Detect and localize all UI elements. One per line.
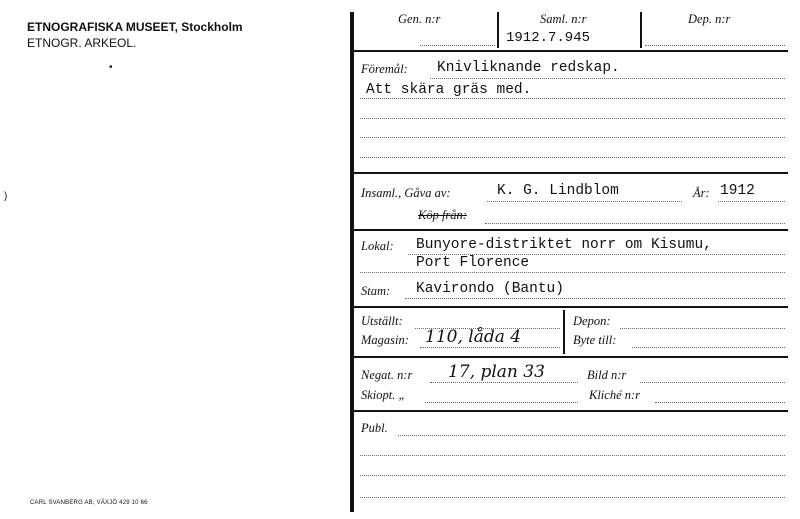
- dotted-line: [360, 118, 785, 119]
- insaml-value: K. G. Lindblom: [497, 183, 619, 199]
- utstallt-divider: [563, 310, 565, 354]
- dotted-line: [360, 475, 785, 476]
- dotted-line: [360, 497, 785, 498]
- magasin-label: Magasin:: [361, 333, 409, 347]
- stam-label: Stam:: [361, 284, 391, 298]
- negat-line: [430, 382, 578, 383]
- magasin-line: [420, 347, 560, 348]
- stam-line: [405, 298, 785, 299]
- negat-nr-label: Negat. n:r: [361, 368, 413, 382]
- kliche-nr-label: Kliché n:r: [589, 388, 641, 402]
- byte-till-label: Byte till:: [573, 333, 617, 347]
- utstallt-label: Utställt:: [361, 314, 403, 328]
- ar-line: [718, 201, 785, 202]
- magasin-value: 110, låda 4: [425, 327, 522, 347]
- dotted-line: [360, 98, 785, 99]
- foremal-label: Föremål:: [361, 62, 408, 76]
- ar-value: 1912: [720, 183, 755, 199]
- museum-header: [27, 19, 243, 51]
- kop-fran-label: Köp från:: [418, 208, 467, 222]
- rule-insaml: [354, 229, 788, 231]
- utstallt-line: [415, 328, 560, 329]
- card-left-border: [350, 12, 354, 512]
- publ-line: [398, 435, 785, 436]
- dotted-line: [360, 455, 785, 456]
- bild-nr-label: Bild n:r: [587, 368, 627, 382]
- rule-negat: [354, 410, 788, 412]
- institution-name: ETNOGRAFISKA MUSEET, Stockholm: [27, 20, 243, 34]
- saml-nr-label: Saml. n:r: [540, 12, 587, 26]
- ar-label: År:: [693, 186, 710, 200]
- punch-hole-mark: ): [4, 191, 8, 202]
- foremal-line2: Att skära gräs med.: [366, 82, 532, 98]
- kliche-line: [655, 402, 785, 403]
- gen-nr-label: Gen. n:r: [398, 12, 441, 26]
- department-name: ETNOGR. ARKEOL.: [27, 36, 137, 50]
- insaml-label: Insaml., Gåva av:: [361, 186, 451, 200]
- depon-label: Depon:: [573, 314, 611, 328]
- lokal-value-1: Bunyore-distriktet norr om Kisumu,: [416, 237, 712, 253]
- lokal-value-2: Port Florence: [416, 255, 530, 271]
- stam-value: Kavirondo (Bantu): [416, 281, 564, 297]
- skiopt-line: [425, 402, 578, 403]
- header-divider-1: [497, 12, 499, 48]
- saml-nr-value: 1912.7.945: [506, 30, 591, 46]
- foremal-line: [430, 78, 785, 79]
- negat-nr-value: 17, plan 33: [448, 362, 545, 382]
- dep-nr-line: [645, 45, 785, 46]
- rule-magasin: [354, 356, 788, 358]
- insaml-line: [487, 201, 682, 202]
- lokal-label: Lokal:: [361, 239, 394, 253]
- byte-line: [632, 347, 785, 348]
- foremal-value: Knivliknande redskap.: [437, 60, 620, 76]
- kop-line: [485, 223, 785, 224]
- dotted-line: [360, 137, 785, 138]
- depon-line: [620, 328, 785, 329]
- publ-label: Publ.: [361, 421, 388, 435]
- gen-nr-line: [420, 45, 495, 46]
- lokal-line: [408, 254, 785, 255]
- printer-imprint: CARL SVANBERG AB, VÄXJÖ 429 10 66: [30, 500, 148, 506]
- skiopt-label: Skiopt. „: [361, 388, 406, 402]
- rule-lokal: [354, 306, 788, 308]
- dotted-line: [360, 157, 785, 158]
- header-divider-2: [640, 12, 642, 48]
- rule-foremal: [354, 172, 788, 174]
- dep-nr-label: Dep. n:r: [688, 12, 731, 26]
- bild-line: [640, 382, 785, 383]
- speck-mark: •: [109, 62, 113, 73]
- rule-header: [354, 50, 788, 52]
- dotted-line: [360, 272, 785, 273]
